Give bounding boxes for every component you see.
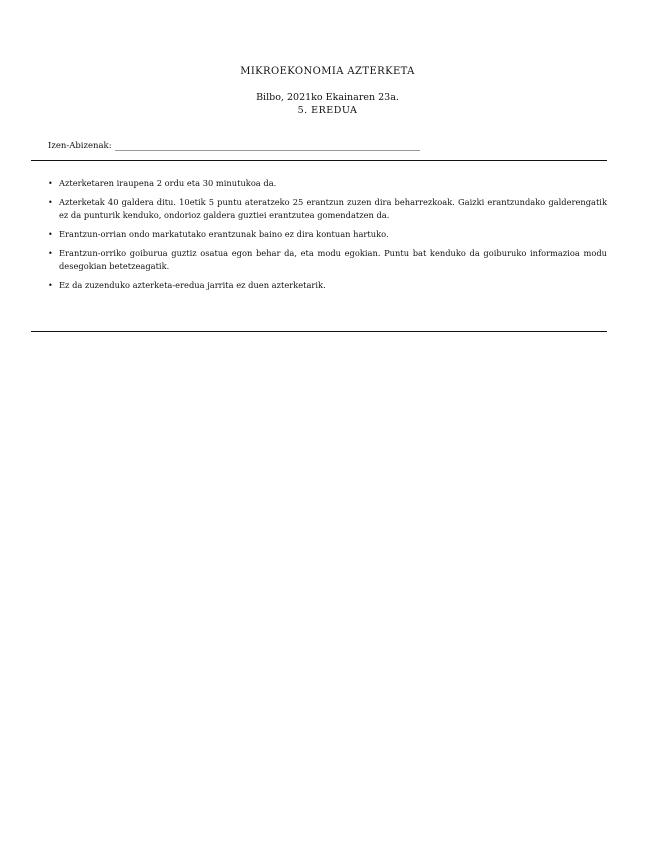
name-field-row (48, 141, 420, 151)
place-date: Bilbo, 2021ko Ekainaren 23a. (256, 92, 399, 103)
list-item (48, 247, 607, 273)
exam-title: MIKROEKONOMIA AZTERKETA (240, 66, 415, 77)
bullet-icon: • (48, 179, 53, 188)
bullet-icon: • (48, 249, 53, 258)
list-item (48, 196, 607, 222)
name-field-line[interactable] (115, 141, 420, 151)
instruction-text: Ez da zuzenduko azterketa-eredua jarrita ez duen azterketarik. (59, 280, 326, 290)
bottom-divider (31, 331, 607, 332)
bullet-icon: • (48, 281, 53, 290)
list-item (48, 279, 607, 292)
list-item (48, 228, 607, 241)
list-item (48, 177, 607, 190)
instruction-text: Azterketaren iraupena 2 ordu eta 30 minutukoa da. (59, 178, 277, 188)
bullet-icon: • (48, 198, 53, 207)
exam-model: 5. EREDUA (297, 105, 358, 116)
instruction-text: Erantzun-orrian ondo markatutako erantzunak baino ez dira kontuan hartuko. (59, 229, 389, 239)
name-field-label: Izen-Abizenak: (48, 141, 112, 151)
instruction-text: Azterketak 40 galdera ditu. 10etik 5 puntu ateratzeko 25 erantzun zuzen dira beharrezkoak. Gaizki erantzundako galderengatik ez da punturik kenduko, ondorioz galdera guztiei erantzutea gomendatzen da. (59, 197, 607, 220)
instruction-text: Erantzun-orriko goiburua guztiz osatua egon behar da, eta modu egokian. Puntu bat kenduko da goiburuko informazioa modu desegokian betetzeagatik. (59, 248, 607, 271)
top-divider (31, 160, 607, 161)
bullet-icon: • (48, 230, 53, 239)
instructions-list (48, 177, 607, 298)
